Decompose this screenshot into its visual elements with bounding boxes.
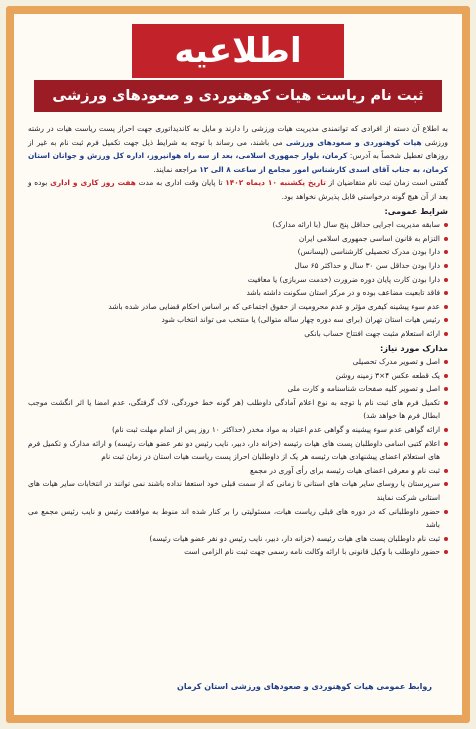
sport-name: هیات کوهنوردی و صعودهای ورزشی	[285, 137, 422, 147]
list-item: ثبت نام و معرفی اعضای هیات رئیسه برای رأی آوری در مجمع	[28, 464, 448, 478]
list-item: اصل و تصویر مدرک تحصیلی	[28, 355, 448, 369]
list-item: دارا بودن مدرک تحصیلی کارشناسی (لیسانس)	[28, 245, 448, 259]
list-item: ارائه گواهی عدم سوء پیشینه و گواهی عدم اعتیاد به مواد مخدر (حداکثر ۱۰ روز پس از اتمام مهلت ثبت نام)	[28, 423, 448, 437]
footer-signature: روابط عمومی هیات کوهنوردی و صعودهای ورزشی استان کرمان	[177, 682, 432, 691]
general-conditions-heading: شرایط عمومی:	[384, 205, 448, 216]
announcement-body	[28, 122, 448, 559]
required-documents-heading: مدارک مورد نیاز:	[380, 342, 448, 353]
list-item: سرپرستان یا روسای سایر هیات های استانی تا زمانی که از سمت قبلی خود استعفا نداده باشند نمی توانند در انتخابات سایر هیات های استانی شرکت نمایند	[28, 477, 448, 504]
list-item: عدم سوء پیشینه کیفری مؤثر و عدم محرومیت از حقوق اجتماعی که بر اساس احکام قضایی صادر شده باشد	[28, 300, 448, 314]
announcement-title: اطلاعیه	[132, 24, 344, 78]
list-item: رئیس هیات استان تهران (برای سه دوره چهار ساله متوالی) یا منتخب می تواند انتخاب شود	[28, 313, 448, 327]
list-item: اصل و تصویر کلیه صفحات شناسنامه و کارت ملی	[28, 382, 448, 396]
start-date: تاریخ یکشنبه ۱۰ دیماه ۱۴۰۲	[225, 178, 326, 188]
list-item: سابقه مدیریت اجرایی حداقل پنج سال (با ارائه مدارک)	[28, 218, 448, 232]
registration-period: گفتنی است زمان ثبت نام متقاضیان از تاریخ یکشنبه ۱۰ دیماه ۱۴۰۲ تا پایان وقت اداری به مدت هفت روز کاری و اداری بوده و بعد از آن هیچ گونه درخواستی قابل پذیرش نخواهد بود.	[28, 178, 448, 201]
list-item: یک قطعه عکس ۴×۳ زمینه روشن	[28, 369, 448, 383]
list-item: حضور داوطلبانی که در دوره های قبلی ریاست هیات، مسئولیتی را بر کنار شده اند منوط به موافقت رئیس و نایب رئیس مجمع می باشد	[28, 505, 448, 532]
address: کرمان، بلوار جمهوری اسلامی، بعد از سه راه هوانیروز، اداره کل ورزش و جوانان استان کرمان، به جناب آقای اسدی کارشناس امور مجامع از ساعت ۸ الی ۱۲	[28, 151, 448, 174]
list-item: فاقد تابعیت مضاعف بوده و در مرکز استان سکونت داشته باشد	[28, 286, 448, 300]
required-documents-list	[28, 355, 448, 559]
duration: هفت روز کاری و اداری	[50, 178, 136, 188]
list-item: حضور داوطلب با وکیل قانونی با ارائه وکالت نامه رسمی جهت ثبت نام الزامی است	[28, 545, 448, 559]
general-conditions-list	[28, 218, 448, 340]
list-item: دارا بودن کارت پایان دوره ضرورت (خدمت سربازی) یا معافیت	[28, 273, 448, 287]
list-item: ارائه استعلام مثبت جهت افتتاح حساب بانکی	[28, 327, 448, 341]
announcement-paper	[14, 14, 462, 715]
list-item: التزام به قانون اساسی جمهوری اسلامی ایران	[28, 232, 448, 246]
intro-paragraph: به اطلاع آن دسته از افرادی که توانمندی مدیریت هیات ورزشی را دارند و مایل به کاندیداتوری جهت احراز پست ریاست هیات در رشته ورزشی هیات کوهنوردی و صعودهای ورزشی می باشند، می رساند با توجه به شرایط ذیل جهت تکمیل فرم ثبت نام به غیر از روزهای تعطیل شخصاً به آدرس: کرمان، بلوار جمهوری اسلامی، بعد از سه راه هوانیروز، اداره کل ورزش و جوانان استان کرمان، به جناب آقای اسدی کارشناس امور مجامع از ساعت ۸ الی ۱۲ مراجعه نمایند.	[28, 124, 448, 174]
list-item: دارا بودن حداقل سن ۳۰ سال و حداکثر ۶۵ سال	[28, 259, 448, 273]
list-item: ثبت نام داوطلبان پست های هیات رئیسه (خزانه دار، دبیر، نایب رئیس دو نفر عضو هیات رئیسه)	[28, 532, 448, 546]
list-item: تکمیل فرم های ثبت نام با توجه به نوع اعلام آمادگی داوطلب (هر گونه خط خوردگی، لاک گرفتگی، عدم امضا یا اثر انگشت موجب ابطال فرم ها خواهد شد)	[28, 396, 448, 423]
list-item: اعلام کتبی اسامی داوطلبان پست های هیات رئیسه (خزانه دار، دبیر، نایب رئیس دو نفر عضو هیات رئیسه) و ارائه مدارک و تکمیل فرم های استعلام اعضای پیشنهادی هیات رئیسه هر یک از داوطلبان احراز پست ریاست هیات استان در زمان ثبت نام	[28, 437, 448, 464]
announcement-subtitle: ثبت نام ریاست هیات کوهنوردی و صعودهای ورزشی	[34, 80, 442, 112]
